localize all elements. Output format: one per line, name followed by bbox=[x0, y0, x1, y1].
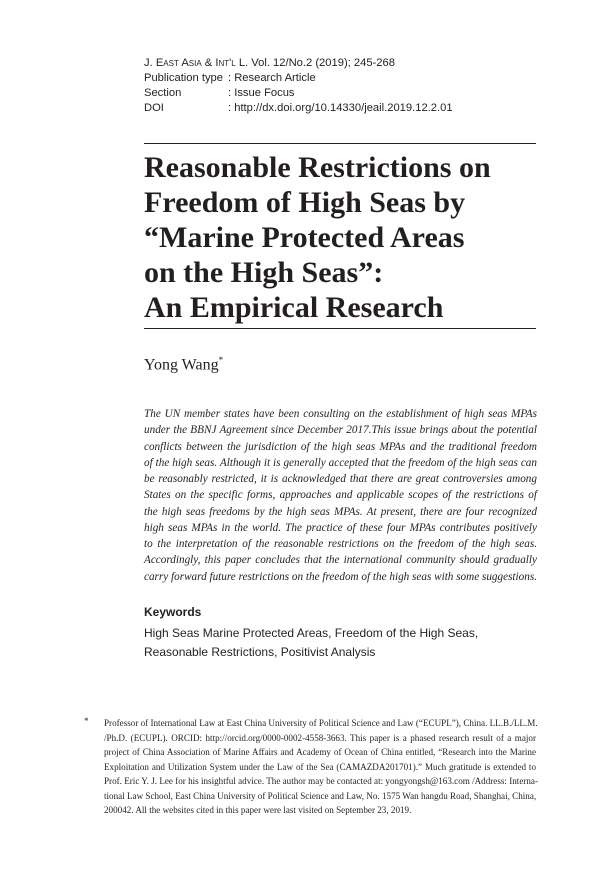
publication-type-row bbox=[144, 71, 453, 86]
article-title bbox=[144, 150, 544, 325]
meta-value: : Issue Focus bbox=[228, 87, 295, 99]
article-metadata bbox=[144, 56, 453, 116]
meta-value: : Research Article bbox=[228, 72, 316, 84]
author-footnote-mark[interactable]: * bbox=[218, 355, 224, 365]
title-line: Reasonable Restrictions on bbox=[144, 151, 491, 184]
author-footnote bbox=[104, 716, 536, 818]
meta-key: Publication type bbox=[144, 72, 223, 84]
title-line: on the High Seas”: bbox=[144, 256, 384, 289]
abstract-line: conflicts between the jurisdiction of the high seas MPAs and the traditional freedom bbox=[144, 440, 537, 453]
title-line: Freedom of High Seas by bbox=[144, 186, 466, 219]
abstract-line: high seas MPAs in the world. The practice of these four MPAs contributes positively bbox=[144, 521, 537, 534]
footnote-line: Prof. Eric Y. J. Lee for his insightful advice. The author may be contacted at: yongyongsh@163.com /Address: Interna- bbox=[104, 776, 538, 786]
abstract-line: carry forward future restrictions on the freedom of the high seas with some suggestions. bbox=[144, 570, 537, 583]
abstract-line: to the interpretation of the reasonable restrictions on the freedom of the high seas. bbox=[144, 538, 537, 550]
footnote-line: 200042. All the websites cited in this paper were last visited on September 23, 2019. bbox=[104, 805, 412, 815]
meta-key: DOI bbox=[144, 102, 164, 114]
footnote-line: Professor of International Law at East China University of Political Science and Law (“ECUPL”), China. LL.B./LL.M. bbox=[104, 718, 538, 728]
journal-citation bbox=[144, 56, 453, 71]
journal-volume: L. Vol. 12/No.2 (2019); 245-268 bbox=[235, 57, 395, 69]
section-row bbox=[144, 86, 453, 101]
footnote-line: Exploitation and Utilization System under the Law of the Sea (CAMAZDA201701).” Much gratitude is extended to bbox=[104, 761, 536, 772]
doi-link[interactable]: : http://dx.doi.org/10.14330/jeail.2019.12.2.01 bbox=[228, 102, 453, 114]
author-name: Yong Wang bbox=[144, 356, 219, 374]
abstract-line: Accordingly, this paper concludes that the international community should gradually bbox=[144, 554, 537, 567]
keywords-line: High Seas Marine Protected Areas, Freedom of the High Seas, bbox=[144, 626, 479, 640]
keywords-heading: Keywords bbox=[144, 605, 202, 619]
footnote-line: /Ph.D. (ECUPL). ORCID: http://orcid.org/0000-0002-4558-3663. This paper is a phased research result of a major bbox=[104, 732, 536, 743]
footnote-mark: * bbox=[84, 716, 89, 726]
keywords-list bbox=[144, 624, 544, 662]
title-line: “Marine Protected Areas bbox=[144, 221, 465, 254]
footnote-line: project of China Association of Marine Affairs and Academy of Ocean of China entitled, “Research into the Marine bbox=[104, 747, 536, 757]
title-top-rule bbox=[144, 143, 536, 144]
footnote-line: tional Law School, East China University of Political Science and Law, No. 1575 Wan hangdu Road, Shanghai, China, bbox=[104, 790, 537, 801]
author-line bbox=[144, 355, 223, 374]
journal-name: East Asia & Int'l bbox=[155, 57, 236, 69]
journal-prefix: J. bbox=[144, 57, 156, 69]
abstract bbox=[144, 406, 537, 585]
title-bottom-rule bbox=[144, 328, 536, 329]
meta-key: Section bbox=[144, 87, 182, 99]
abstract-line: under the BBNJ Agreement since December 2017.This issue brings about the potential bbox=[144, 424, 537, 437]
doi-row bbox=[144, 101, 453, 116]
abstract-line: be reasonably restricted, it is acknowledged that there are great controversies among bbox=[144, 473, 537, 485]
abstract-line: The UN member states have been consulting on the establishment of high seas MPAs bbox=[144, 408, 537, 420]
abstract-line: the high seas freedoms by the high seas MPAs. At present, there are four recognized bbox=[144, 505, 537, 518]
title-line: An Empirical Research bbox=[144, 291, 444, 324]
abstract-line: States on the specific forms, approaches and applicable scopes of the restrictions of bbox=[144, 489, 537, 502]
keywords-line: Reasonable Restrictions, Positivist Analysis bbox=[144, 645, 376, 659]
abstract-line: of the high seas. Although it is generally accepted that the freedom of the high seas can bbox=[144, 456, 537, 469]
